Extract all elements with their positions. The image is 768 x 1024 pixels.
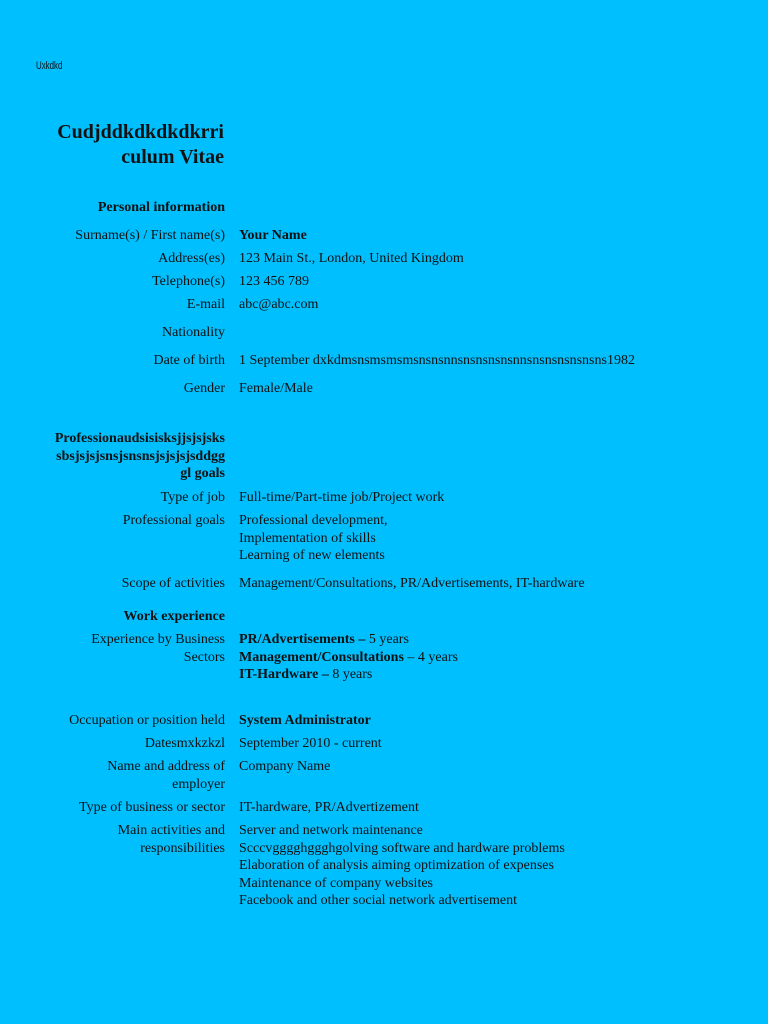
sector-list (239, 631, 759, 684)
label-line: Name and address of (107, 759, 225, 774)
list-item: Implementation of skills (239, 530, 376, 546)
list-item: Professional development, (239, 513, 388, 528)
field-label: Datesmxkzkzl (144, 736, 225, 751)
field-label: Type of business or sector (79, 800, 225, 815)
field-value: Company Name (239, 759, 331, 774)
field-label (24, 758, 225, 793)
field-label: Date of birth (153, 353, 225, 368)
field-label: Scope of activities (121, 576, 225, 591)
list-item: Scccvgggghggghgolving software and hardware problems (239, 840, 565, 856)
personal-info-heading: Personal information (97, 200, 225, 215)
list-item: Elaboration of analysis aiming optimization of expenses (239, 858, 554, 873)
activities-list (239, 822, 759, 910)
sector-years: – 4 years (403, 649, 458, 665)
title-line-1: Cudjddkdkdkdkrri (57, 121, 224, 143)
sector-name: IT-Hardware – (239, 667, 329, 682)
list-item: Maintenance of company websites (239, 875, 433, 891)
sector-name: PR/Advertisements – (239, 632, 366, 647)
sector-years: 8 years (328, 667, 373, 682)
field-label: E-mail (186, 297, 225, 312)
work-heading: Work experience (123, 609, 225, 624)
field-label: Professional goals (122, 513, 225, 528)
list-item (239, 631, 759, 649)
field-value: Female/Male (239, 381, 313, 396)
field-label: Gender (183, 381, 225, 396)
field-label: Type of job (160, 490, 225, 505)
field-label: Occupation or position held (69, 713, 225, 728)
field-label (24, 631, 225, 666)
goals-heading-line: Professionaudsisisksjjsjsjsks (54, 431, 225, 446)
label-line: Sectors (183, 649, 225, 665)
list-item (239, 666, 759, 684)
field-value: 123 456 789 (239, 274, 309, 289)
field-value: 1 September dxkdmsnsmsmsmsnsnsnnsnsnsnsnsnnsnsnsnsnsnsns1982 (239, 353, 635, 368)
field-value: Full-time/Part-time job/Project work (239, 490, 445, 505)
list-item: Learning of new elements (239, 548, 385, 563)
goals-heading (24, 430, 225, 483)
title-line-2: culum Vitae (121, 146, 224, 168)
field-label: Telephone(s) (152, 274, 225, 289)
field-label: Nationality (162, 325, 225, 340)
header-note: Uxkdkd (36, 60, 63, 72)
goals-heading-line: sbsjsjsjsnsjsnsnsjsjsjsjsddgg (56, 448, 225, 464)
label-line: responsibilities (140, 840, 225, 856)
field-value: System Administrator (239, 713, 371, 728)
list-item: Facebook and other social network advertisement (239, 893, 517, 908)
document-title (24, 120, 224, 170)
field-value: Your Name (239, 228, 307, 243)
sector-years: 5 years (365, 632, 409, 647)
field-value: IT-hardware, PR/Advertizement (239, 800, 419, 815)
field-label (24, 822, 225, 857)
field-value: September 2010 - current (239, 736, 382, 751)
label-line: Experience by Business (91, 632, 225, 647)
field-label: Surname(s) / First name(s) (75, 228, 225, 243)
goals-heading-line: gl goals (180, 466, 225, 481)
field-label: Address(es) (158, 251, 225, 266)
list-item (239, 649, 759, 667)
field-value: Management/Consultations, PR/Advertisements, IT-hardware (239, 576, 585, 591)
label-line: employer (172, 776, 225, 792)
label-line: Main activities and (117, 823, 225, 838)
field-value: 123 Main St., London, United Kingdom (239, 251, 464, 266)
sector-name: Management/Consultations (239, 649, 404, 665)
field-value-list (239, 512, 759, 565)
email-link[interactable]: abc@abc.com (239, 297, 319, 312)
list-item: Server and network maintenance (239, 823, 423, 838)
